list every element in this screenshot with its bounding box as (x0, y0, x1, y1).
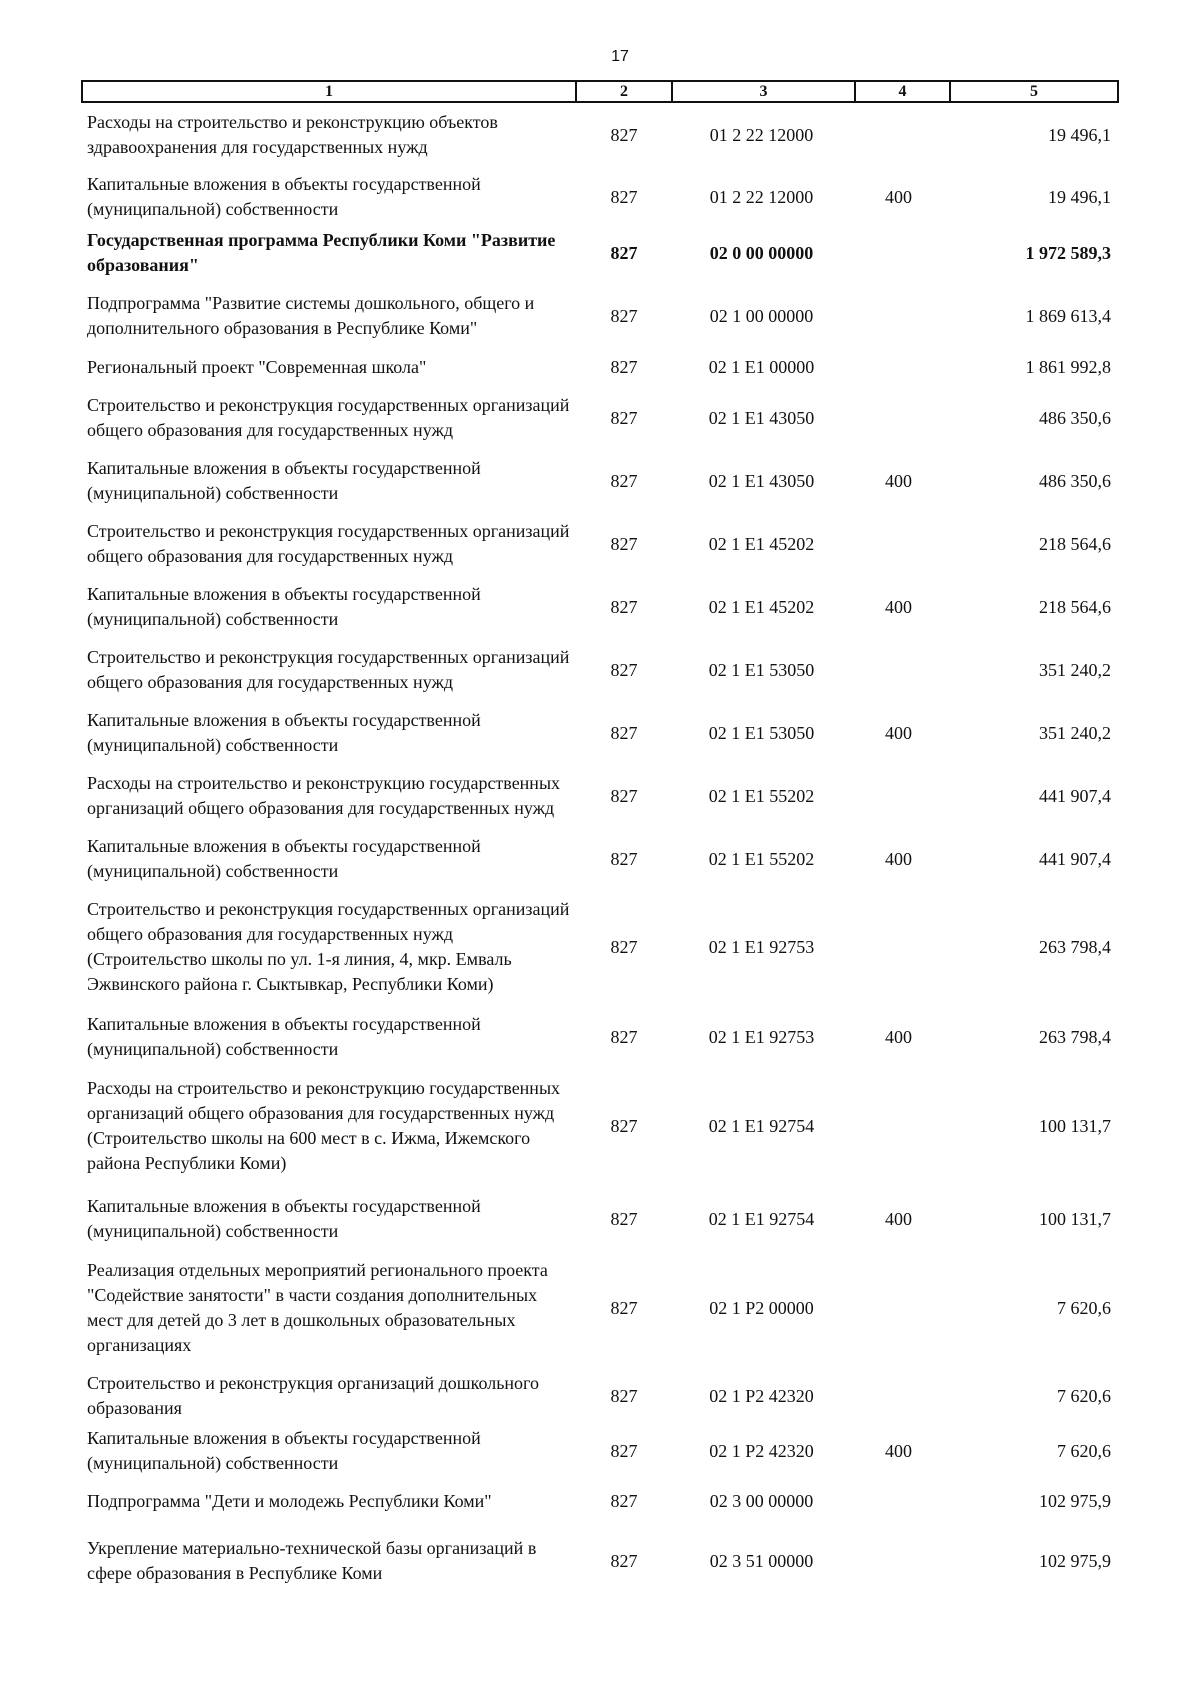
row-ministry-cell: 827 (610, 1297, 638, 1318)
row-name-cell: Капитальные вложения в объекты государственной (муниципальной) собственности (87, 710, 481, 755)
row-name-cell: Строительство и реконструкция государственных организаций общего образования для государственных нужд (Строительство школы по ул. 1-я линия, 4, мкр. Емваль Эжвинского района г. Сыктывкар, Республики Коми) (87, 899, 570, 994)
table-row (81, 1064, 1117, 1188)
row-name-cell: Подпрограмма "Развитие системы дошкольного, общего и дополнительного образования в Республике Коми" (87, 293, 535, 338)
row-type-cell (852, 354, 945, 380)
row-code-cell: 02 1 E1 92753 (708, 936, 815, 957)
row-type-cell: 400 (885, 848, 912, 869)
row-ministry-cell: 827 (610, 1440, 638, 1461)
row-ministry-cell: 827 (610, 848, 638, 869)
row-type-cell (852, 228, 945, 278)
header-row (82, 81, 1118, 102)
row-type-cell (852, 632, 945, 708)
row-name-cell: Капитальные вложения в объекты государственной (муниципальной) собственности (87, 1428, 481, 1473)
row-amount-cell: 218 564,6 (1039, 533, 1111, 554)
row-type-cell (852, 1250, 945, 1366)
row-type-cell (852, 1064, 945, 1188)
row-code-cell: 02 3 51 00000 (709, 1550, 814, 1571)
table-row (81, 104, 1117, 166)
table-row (81, 834, 1117, 884)
row-name-cell: Региональный проект "Современная школа" (87, 356, 427, 377)
row-amount-cell: 7 620,6 (1057, 1385, 1111, 1406)
row-code-cell: 02 1 E1 53050 (708, 659, 815, 680)
row-code-cell: 02 1 E1 55202 (708, 785, 815, 806)
row-amount-cell: 351 240,2 (1039, 722, 1111, 743)
page-number: 17 (611, 48, 629, 65)
row-ministry-cell: 827 (610, 785, 638, 806)
table-row (81, 582, 1117, 632)
row-code-cell: 02 1 00 00000 (709, 305, 814, 326)
table-row (81, 456, 1117, 506)
row-name-cell: Государственная программа Республики Коми "Развитие образования" (87, 230, 556, 275)
row-name-cell: Капитальные вложения в объекты государственной (муниципальной) собственности (87, 1196, 481, 1241)
row-code-cell: 02 1 E1 45202 (708, 596, 815, 617)
row-amount-cell: 263 798,4 (1039, 1026, 1111, 1047)
table-row (81, 506, 1117, 582)
row-ministry-cell: 827 (610, 936, 638, 957)
row-amount-cell: 351 240,2 (1039, 659, 1111, 680)
row-ministry-cell: 827 (610, 1490, 638, 1511)
row-name-cell: Капитальные вложения в объекты государственной (муниципальной) собственности (87, 458, 481, 503)
table-row (81, 1476, 1117, 1526)
row-name-cell: Строительство и реконструкция государственных организаций общего образования для государственных нужд (87, 395, 570, 440)
row-amount-cell: 102 975,9 (1039, 1490, 1111, 1511)
row-code-cell: 02 3 00 00000 (709, 1490, 814, 1511)
row-code-cell: 02 1 E1 43050 (708, 407, 815, 428)
row-type-cell (852, 758, 945, 834)
row-amount-cell: 441 907,4 (1039, 848, 1111, 869)
table-row (81, 354, 1117, 380)
table-row (81, 228, 1117, 278)
row-type-cell (852, 278, 945, 354)
row-ministry-cell: 827 (610, 722, 638, 743)
row-ministry-cell: 827 (610, 407, 638, 428)
row-type-cell: 400 (885, 722, 912, 743)
row-name-cell: Расходы на строительство и реконструкцию государственных организаций общего образования для государственных нужд (87, 773, 561, 818)
row-ministry-cell: 827 (610, 1115, 638, 1136)
row-code-cell: 02 1 E1 45202 (708, 533, 815, 554)
row-name-cell: Капитальные вложения в объекты государственной (муниципальной) собственности (87, 584, 481, 629)
column-header-1: 1 (82, 81, 576, 102)
row-code-cell: 02 1 E1 53050 (708, 722, 815, 743)
row-amount-cell: 218 564,6 (1039, 596, 1111, 617)
row-type-cell: 400 (885, 1208, 912, 1229)
row-type-cell: 400 (885, 470, 912, 491)
budget-table-body (81, 104, 1117, 1596)
row-name-cell: Строительство и реконструкция государственных организаций общего образования для государственных нужд (87, 521, 570, 566)
table-row (81, 1526, 1117, 1596)
row-type-cell: 400 (885, 1440, 912, 1461)
row-code-cell: 01 2 22 12000 (709, 186, 814, 207)
row-ministry-cell: 827 (610, 470, 638, 491)
table-row (81, 380, 1117, 456)
row-ministry-cell: 827 (610, 242, 638, 263)
row-ministry-cell: 827 (610, 1026, 638, 1047)
row-ministry-cell: 827 (610, 356, 638, 377)
row-amount-cell: 263 798,4 (1039, 936, 1111, 957)
row-code-cell: 02 0 00 00000 (709, 242, 814, 263)
row-code-cell: 02 1 P2 42320 (709, 1385, 814, 1406)
row-type-cell (852, 1526, 945, 1596)
table-row (81, 632, 1117, 708)
row-amount-cell: 19 496,1 (1048, 124, 1111, 145)
table-row (81, 1188, 1117, 1250)
row-code-cell: 02 1 E1 00000 (708, 356, 815, 377)
row-ministry-cell: 827 (610, 1550, 638, 1571)
row-name-cell: Расходы на строительство и реконструкцию объектов здравоохранения для государственных нужд (87, 112, 498, 157)
row-code-cell: 02 1 E1 92753 (708, 1026, 815, 1047)
table-row (81, 1366, 1117, 1426)
row-type-cell (852, 884, 945, 1010)
table-row (81, 884, 1117, 1010)
row-amount-cell: 19 496,1 (1048, 186, 1111, 207)
column-header-5: 5 (950, 81, 1118, 102)
row-code-cell: 02 1 P2 42320 (709, 1440, 814, 1461)
table-header (81, 80, 1119, 103)
table-row (81, 1250, 1117, 1366)
table-row (81, 1426, 1117, 1476)
row-code-cell: 02 1 E1 92754 (708, 1115, 815, 1136)
row-amount-cell: 1 861 992,8 (1025, 356, 1111, 377)
row-amount-cell: 1 972 589,3 (1025, 242, 1111, 263)
row-amount-cell: 7 620,6 (1057, 1297, 1111, 1318)
row-amount-cell: 7 620,6 (1057, 1440, 1111, 1461)
row-ministry-cell: 827 (610, 305, 638, 326)
column-header-2: 2 (576, 81, 672, 102)
table-row (81, 1010, 1117, 1064)
row-type-cell (852, 1476, 945, 1526)
row-name-cell: Реализация отдельных мероприятий регионального проекта "Содействие занятости" в части создания дополнительных мест для детей до 3 лет в дошкольных образовательных организациях (87, 1260, 548, 1355)
row-ministry-cell: 827 (610, 659, 638, 680)
row-amount-cell: 100 131,7 (1039, 1115, 1111, 1136)
row-amount-cell: 100 131,7 (1039, 1208, 1111, 1229)
row-name-cell: Расходы на строительство и реконструкцию государственных организаций общего образования для государственных нужд (Строительство школы на 600 мест в с. Ижма, Ижемского района Республики Коми) (87, 1078, 561, 1173)
row-type-cell: 400 (885, 186, 912, 207)
table-row (81, 708, 1117, 758)
row-amount-cell: 486 350,6 (1039, 407, 1111, 428)
row-code-cell: 01 2 22 12000 (709, 124, 814, 145)
row-name-cell: Капитальные вложения в объекты государственной (муниципальной) собственности (87, 836, 481, 881)
row-name-cell: Строительство и реконструкция организаций дошкольного образования (87, 1373, 539, 1418)
row-type-cell: 400 (885, 1026, 912, 1047)
row-name-cell: Подпрограмма "Дети и молодежь Республики Коми" (87, 1490, 492, 1511)
row-type-cell (852, 380, 945, 456)
row-ministry-cell: 827 (610, 1208, 638, 1229)
column-header-3: 3 (672, 81, 855, 102)
row-type-cell: 400 (885, 596, 912, 617)
row-type-cell (852, 104, 945, 166)
row-amount-cell: 1 869 613,4 (1025, 305, 1111, 326)
row-amount-cell: 486 350,6 (1039, 470, 1111, 491)
row-amount-cell: 102 975,9 (1039, 1550, 1111, 1571)
row-ministry-cell: 827 (610, 596, 638, 617)
budget-table (81, 104, 1117, 1596)
row-amount-cell: 441 907,4 (1039, 785, 1111, 806)
row-name-cell: Капитальные вложения в объекты государственной (муниципальной) собственности (87, 1014, 481, 1059)
row-name-cell: Укрепление материально-технической базы организаций в сфере образования в Республике Коми (87, 1538, 537, 1583)
table-row (81, 758, 1117, 834)
row-ministry-cell: 827 (610, 1385, 638, 1406)
row-code-cell: 02 1 E1 55202 (708, 848, 815, 869)
row-code-cell: 02 1 E1 43050 (708, 470, 815, 491)
row-type-cell (852, 1366, 945, 1426)
row-code-cell: 02 1 P2 00000 (709, 1297, 814, 1318)
row-ministry-cell: 827 (610, 186, 638, 207)
table-row (81, 166, 1117, 228)
row-code-cell: 02 1 E1 92754 (708, 1208, 815, 1229)
row-type-cell (852, 506, 945, 582)
table-row (81, 278, 1117, 354)
column-header-4: 4 (855, 81, 950, 102)
row-ministry-cell: 827 (610, 533, 638, 554)
row-ministry-cell: 827 (610, 124, 638, 145)
row-name-cell: Капитальные вложения в объекты государственной (муниципальной) собственности (87, 174, 481, 219)
row-name-cell: Строительство и реконструкция государственных организаций общего образования для государственных нужд (87, 647, 570, 692)
